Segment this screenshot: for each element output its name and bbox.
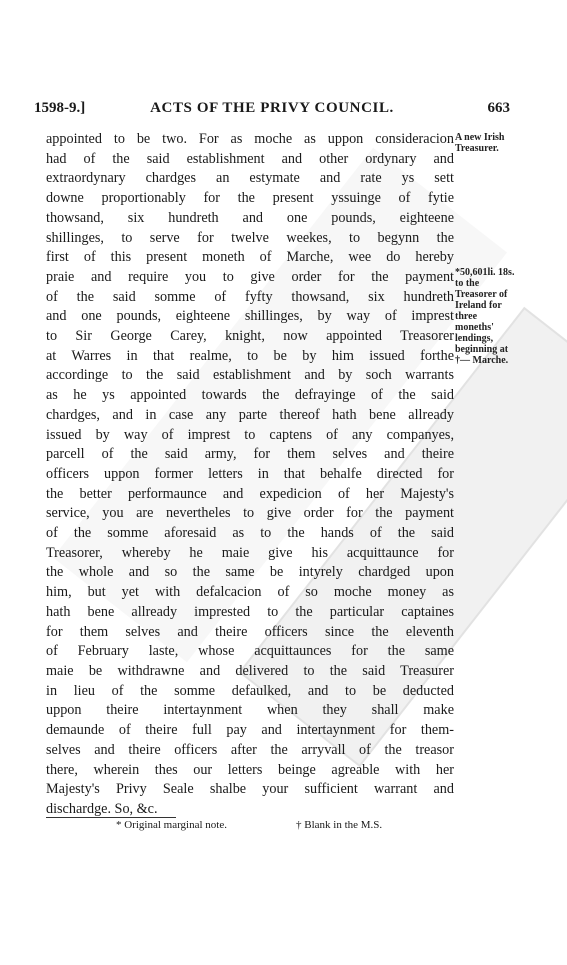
margin-note-line: Treasorer of xyxy=(455,289,508,300)
margin-note-line: *50,601li. 18s. xyxy=(455,267,515,278)
body-line: maie be withdrawne and delivered to the said Treasurer xyxy=(46,662,454,679)
body-line: of the said somme of fyfty thowsand, six hundreth xyxy=(46,288,454,305)
body-line: accordinge to the said establishment and by soch warrants xyxy=(46,367,454,384)
margin-note-line: lendings, xyxy=(455,333,494,344)
body-line: praie and require you to give order for the payment xyxy=(46,268,454,285)
body-line: in lieu of the somme defaulked, and to be deducted xyxy=(46,682,454,699)
body-line: uppon theire intertaynment when they shall make xyxy=(46,702,454,719)
header-title: ACTS OF THE PRIVY COUNCIL. xyxy=(150,100,394,116)
margin-note-new-treasurer xyxy=(455,132,504,154)
body-line: chardges, and in case any parte thereof hath bene allready xyxy=(46,406,454,423)
body-line: the better performaunce and expedicion of her Majesty's xyxy=(46,485,454,502)
margin-note-line: to the xyxy=(455,278,480,289)
body-line: and one pounds, eighteene shillinges, by way of imprest xyxy=(46,308,454,325)
body-line: thowsand, six hundreth and one pounds, eighteene xyxy=(46,209,454,226)
page-number: 663 xyxy=(487,100,510,116)
body-line: service, you are nevertheles to give order for the payment xyxy=(46,505,454,522)
body-line: for them selves and theire officers since the eleventh xyxy=(46,623,454,640)
body-line: extraordynary chardges an estymate and rate ys sett xyxy=(46,170,454,187)
body-line: shillinges, to serve for twelve weekes, to begynn the xyxy=(46,229,454,246)
footnote-original-marginal: * Original marginal note. xyxy=(116,819,227,831)
margin-note-line: moneths' xyxy=(455,322,494,333)
body-line: there, wherein thes our letters beinge agreable with her xyxy=(46,761,454,778)
footnote-rule xyxy=(46,817,176,818)
body-line: him, but yet with defalcacion of so moche money as xyxy=(46,584,454,601)
margin-note-line: three xyxy=(455,311,478,322)
body-line: selves and theire officers after the arryvall of the treasor xyxy=(46,741,454,758)
body-line: Treasorer, whereby he maie give his acquittaunce for xyxy=(46,544,454,561)
body-line: of February laste, whose acquittaunces for the same xyxy=(46,643,454,660)
header-year: 1598-9.] xyxy=(34,100,86,116)
body-line: dischardge. So, &c. xyxy=(46,800,158,817)
body-line: parcell of the said army, for them selves and theire xyxy=(46,446,454,463)
margin-note-line: A new Irish xyxy=(455,132,505,143)
body-text xyxy=(46,130,454,820)
body-line: at Warres in that realme, to be by him issued forthe xyxy=(46,347,454,364)
body-line: to Sir George Carey, knight, now appointed Treasorer xyxy=(46,328,454,345)
running-header xyxy=(34,100,510,122)
body-line: appointed to be two. For as moche as uppon consideracion xyxy=(46,131,454,147)
body-line: as he ys appointed towards the defrayinge of the said xyxy=(46,387,454,404)
margin-note-payment xyxy=(455,267,514,366)
body-line: demaunde of theire full pay and intertaynment for them- xyxy=(46,722,454,739)
footnote-blank: † Blank in the M.S. xyxy=(296,819,383,831)
margin-note-line: †— Marche. xyxy=(455,355,509,366)
body-line: first of this present moneth of Marche, wee do hereby xyxy=(46,249,454,266)
margin-note-line: beginning at xyxy=(455,344,509,355)
body-line: hath bene allready imprested to the particular captaines xyxy=(46,603,454,620)
body-line: issued by way of imprest to captens of any companyes, xyxy=(46,426,454,443)
body-line: of the somme aforesaid as to the hands of the said xyxy=(46,525,454,542)
body-line: had of the said establishment and other ordynary and xyxy=(46,150,454,167)
body-line: officers uppon former letters in that behalfe directed for xyxy=(46,465,454,482)
margin-note-line: Treasurer. xyxy=(455,143,499,154)
body-line: downe proportionably for the present yssuinge of fytie xyxy=(46,190,454,207)
margin-note-line: Ireland for xyxy=(455,300,502,311)
body-line: the whole and so the same be intyrely chardged upon xyxy=(46,564,454,581)
body-line: Majesty's Privy Seale shalbe your sufficient warrant and xyxy=(46,781,454,798)
